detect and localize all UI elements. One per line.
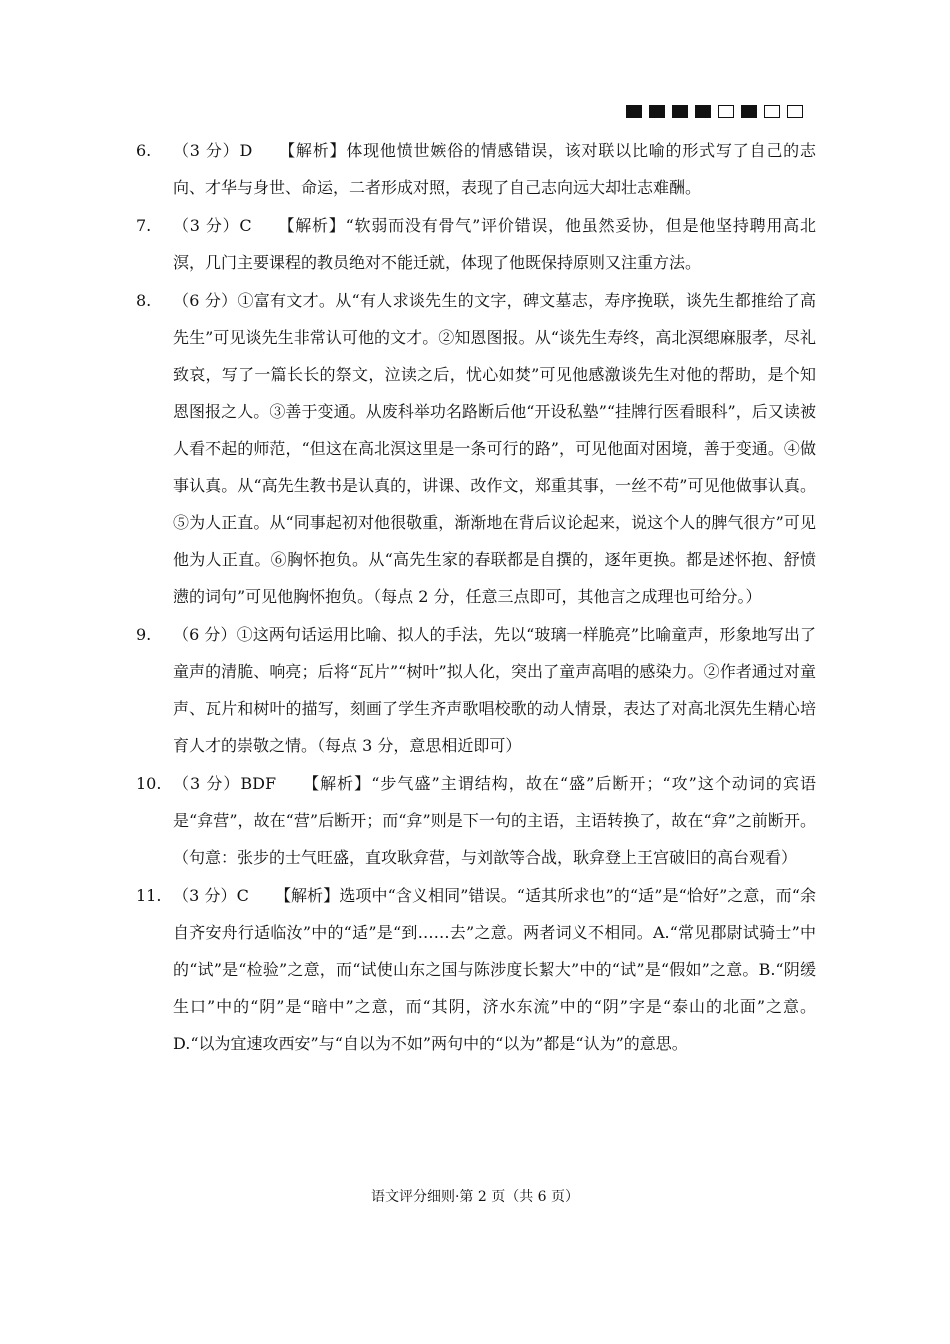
item-number: 7.	[136, 216, 152, 235]
item-text: 选项中“含义相同”错误。“适其所求也”的“适”是“恰好”之意，而“余自齐安舟行适临汝”中的“适”是“到……去”之意。两者词义不相同。A.“常见郡尉试骑士”中的“试”是“检验”之意，而“试使山东之国与陈涉度长絜大”中的“试”是“假如”之意。B.“阴缓生口”中的“阴”是“暗中”之意，而“其阴，济水东流”中的“阴”字是“泰山的北面”之意。D.“以为宜速攻西安”与“自以为不如”两句中的“以为”都是“认为”的意思。	[173, 886, 816, 1053]
answer-item-7	[136, 207, 816, 281]
answer-item-10	[136, 765, 816, 876]
header-mark	[695, 105, 711, 118]
analysis-tag: 【解析】	[302, 774, 372, 793]
header-mark	[787, 105, 803, 118]
analysis-tag: 【解析】	[277, 216, 346, 235]
item-score: （6 分）	[173, 625, 237, 644]
item-score: （3 分）C	[173, 216, 252, 235]
page-footer: 语文评分细则·第 2 页（共 6 页）	[370, 1189, 580, 1205]
answer-item-11	[136, 877, 816, 1062]
item-score: （3 分）D	[173, 141, 253, 160]
answer-item-9	[136, 616, 816, 764]
analysis-tag: 【解析】	[274, 886, 340, 905]
header-mark	[649, 105, 665, 118]
item-number: 8.	[136, 291, 152, 310]
item-number: 6.	[136, 141, 152, 160]
item-text: 体现他愤世嫉俗的情感错误，该对联以比喻的形式写了自己的志向、才华与身世、命运，二者形成对照，表现了自己志向远大却壮志难酬。	[173, 141, 816, 197]
item-score: （3 分）C	[173, 886, 249, 905]
header-mark	[764, 105, 780, 118]
header-mark	[741, 105, 757, 118]
item-score: （3 分）BDF	[173, 774, 277, 793]
item-number: 10.	[136, 774, 162, 793]
answer-item-8	[136, 282, 816, 615]
header-marks	[626, 105, 803, 118]
header-mark	[718, 105, 734, 118]
item-text: ①富有文才。从“有人求谈先生的文字，碑文墓志，寿序挽联，谈先生都推给了高先生”可见谈先生非常认可他的文才。②知恩图报。从“谈先生寿终，高北溟缌麻服孝，尽礼致哀，写了一篇长长的祭文，泣读之后，忧心如焚”可见他感激谈先生对他的帮助，是个知恩图报之人。③善于变通。从废科举功名路断后他“开设私塾”“挂牌行医看眼科”，后又读被人看不起的师范，“但这在高北溟这里是一条可行的路”，可见他面对困境，善于变通。④做事认真。从“高先生教书是认真的，讲课、改作文，郑重其事，一丝不苟”可见他做事认真。⑤为人正直。从“同事起初对他很敬重，渐渐地在背后议论起来，说这个人的脾气很方”可见他为人正直。⑥胸怀抱负。从“高先生家的春联都是自撰的，逐年更换。都是述怀抱、舒愤懑的词句”可见他胸怀抱负。（每点 2 分，任意三点即可，其他言之成理也可给分。）	[173, 291, 816, 606]
header-mark	[626, 105, 642, 118]
item-text: “步气盛”主谓结构，故在“盛”后断开；“攻”这个动词的宾语是“弇营”，故在“营”后断开；而“弇”则是下一句的主语，主语转换了，故在“弇”之前断开。（句意：张步的士气旺盛，直攻耿弇营，与刘歆等合战，耿弇登上王宫破旧的高台观看）	[173, 774, 816, 867]
header-mark	[672, 105, 688, 118]
item-text: ①这两句话运用比喻、拟人的手法，先以“玻璃一样脆亮”比喻童声，形象地写出了童声的清脆、响亮；后将“瓦片”“树叶”拟人化，突出了童声高唱的感染力。②作者通过对童声、瓦片和树叶的描写，刻画了学生齐声歌唱校歌的动人情景，表达了对高北溟先生精心培育人才的崇敬之情。（每点 3 分，意思相近即可）	[173, 625, 816, 755]
answer-list	[136, 132, 816, 1063]
item-text: “软弱而没有骨气”评价错误，他虽然妥协，但是他坚持聘用高北溟，几门主要课程的教员绝对不能迁就，体现了他既保持原则又注重方法。	[173, 216, 816, 272]
analysis-tag: 【解析】	[278, 141, 347, 160]
answer-item-6	[136, 132, 816, 206]
item-score: （6 分）	[173, 291, 238, 310]
item-number: 9.	[136, 625, 152, 644]
item-number: 11.	[136, 886, 162, 905]
